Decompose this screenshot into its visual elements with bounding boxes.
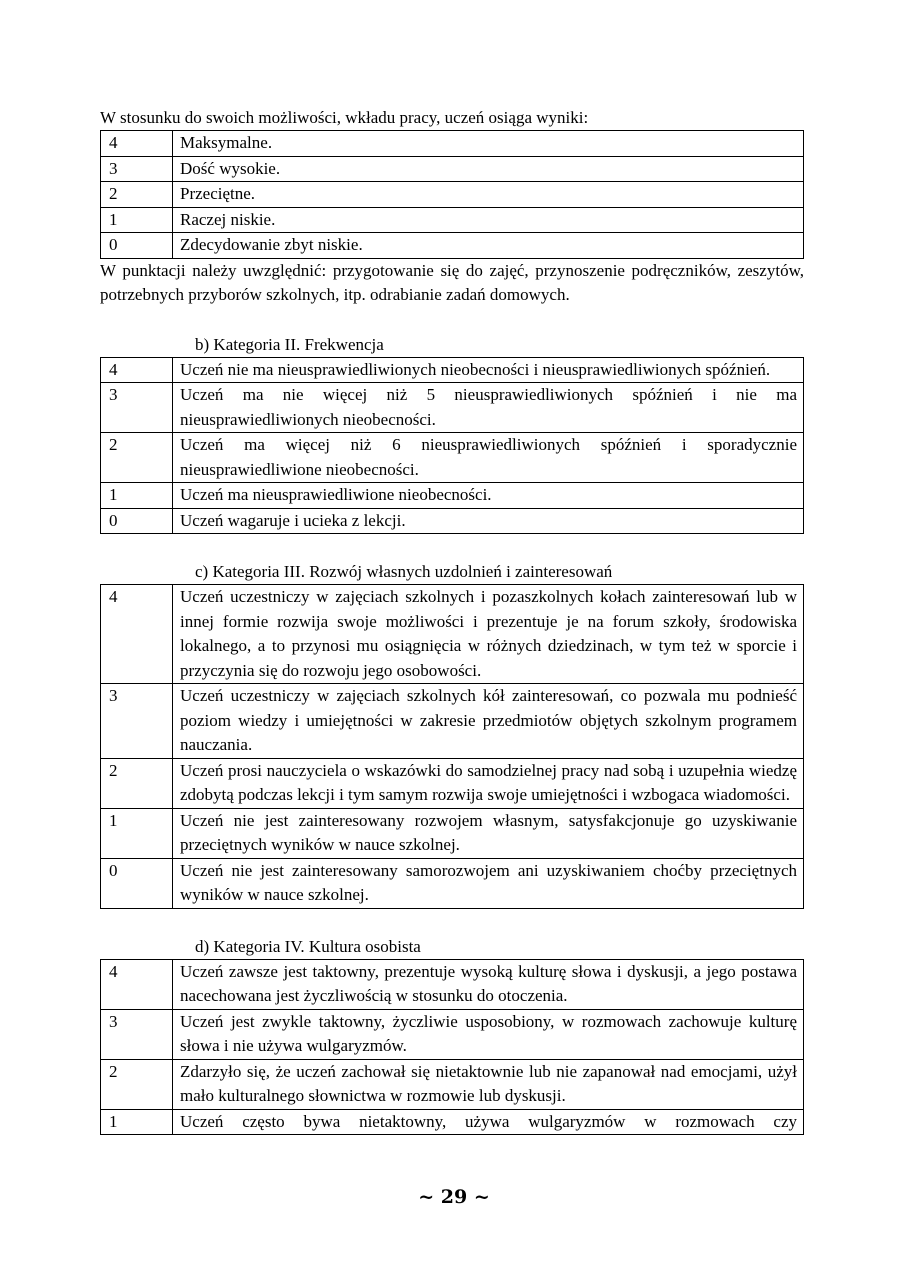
table-row [101, 858, 804, 908]
page-number: ~ 29 ~ [418, 1186, 490, 1208]
description-cell: Uczeń wagaruje i ucieka z lekcji. [173, 508, 804, 534]
description-cell: Uczeń jest zwykle taktowny, życzliwie usposobiony, w rozmowach zachowuje kulturę słowa i nie używa wulgaryzmów. [173, 1009, 804, 1059]
description-cell: Uczeń prosi nauczyciela o wskazówki do samodzielnej pracy nad sobą i uzupełnia wiedzę zdobytą podczas lekcji i tym samym rozwija swoje umiejętności i wzbogaca wiadomości. [173, 758, 804, 808]
score-cell: 4 [101, 131, 173, 157]
table-row [101, 433, 804, 483]
results-table [100, 130, 804, 259]
table-row [101, 508, 804, 534]
table-row [101, 585, 804, 684]
table-row [101, 207, 804, 233]
table-row [101, 1009, 804, 1059]
description-cell: Maksymalne. [173, 131, 804, 157]
description-cell: Dość wysokie. [173, 156, 804, 182]
description-cell: Uczeń ma nie więcej niż 5 nieusprawiedliwionych spóźnień i nie ma nieusprawiedliwionych nieobecności. [173, 383, 804, 433]
score-cell: 4 [101, 959, 173, 1009]
score-cell: 1 [101, 207, 173, 233]
description-cell: Uczeń zawsze jest taktowny, prezentuje wysoką kulturę słowa i dyskusji, a jego postawa nacechowana jest życzliwością w stosunku do otoczenia. [173, 959, 804, 1009]
score-cell: 0 [101, 508, 173, 534]
table-row [101, 357, 804, 383]
score-cell: 1 [101, 808, 173, 858]
score-cell: 3 [101, 1009, 173, 1059]
scoring-note: W punktacji należy uwzględnić: przygotowanie się do zajęć, przynoszenie podręczników, zeszytów, potrzebnych przyborów szkolnych, itp. odrabianie zadań domowych. [100, 260, 804, 304]
description-cell: Uczeń ma nieusprawiedliwione nieobecności. [173, 483, 804, 509]
attendance-table [100, 357, 804, 535]
description-cell: Uczeń uczestniczy w zajęciach szkolnych kół zainteresowań, co pozwala mu podnieść poziom wiedzy i umiejętności w zakresie przedmiotów objętych szkolnym programem nauczania. [173, 684, 804, 759]
table-row [101, 156, 804, 182]
intro-text: W stosunku do swoich możliwości, wkładu pracy, uczeń osiąga wyniki: [100, 108, 589, 127]
score-cell: 4 [101, 585, 173, 684]
score-cell: 0 [101, 233, 173, 259]
description-cell: Uczeń nie jest zainteresowany samorozwojem ani uzyskiwaniem choćby przeciętnych wyników w nauce szkolnej. [173, 858, 804, 908]
culture-table [100, 959, 804, 1136]
table-row [101, 1059, 804, 1109]
score-cell: 2 [101, 758, 173, 808]
description-cell: Uczeń często bywa nietaktowny, używa wulgaryzmów w rozmowach czy [173, 1109, 804, 1135]
section-heading: d) Kategoria IV. Kultura osobista [195, 936, 421, 956]
section-heading: c) Kategoria III. Rozwój własnych uzdolnień i zainteresowań [195, 562, 613, 581]
table-row [101, 182, 804, 208]
score-cell: 1 [101, 1109, 173, 1135]
table-row [101, 131, 804, 157]
table-row [101, 758, 804, 808]
score-cell: 4 [101, 357, 173, 383]
table-row [101, 233, 804, 259]
score-cell: 1 [101, 483, 173, 509]
score-cell: 3 [101, 684, 173, 759]
table-row [101, 383, 804, 433]
section-heading: b) Kategoria II. Frekwencja [195, 334, 384, 354]
score-cell: 0 [101, 858, 173, 908]
score-cell: 2 [101, 433, 173, 483]
description-cell: Zdecydowanie zbyt niskie. [173, 233, 804, 259]
description-cell: Uczeń nie jest zainteresowany rozwojem własnym, satysfakcjonuje go uzyskiwanie przeciętnych wyników w nauce szkolnej. [173, 808, 804, 858]
score-cell: 2 [101, 1059, 173, 1109]
document-page [100, 106, 804, 1135]
description-cell: Uczeń ma więcej niż 6 nieusprawiedliwionych spóźnień i sporadycznie nieusprawiedliwione nieobecności. [173, 433, 804, 483]
table-row [101, 808, 804, 858]
table-row [101, 1109, 804, 1135]
description-cell: Uczeń nie ma nieusprawiedliwionych nieobecności i nieusprawiedliwionych spóźnień. [173, 357, 804, 383]
table-row [101, 684, 804, 759]
score-cell: 3 [101, 383, 173, 433]
description-cell: Raczej niskie. [173, 207, 804, 233]
score-cell: 2 [101, 182, 173, 208]
table-row [101, 483, 804, 509]
description-cell: Przeciętne. [173, 182, 804, 208]
table-row [101, 959, 804, 1009]
description-cell: Uczeń uczestniczy w zajęciach szkolnych i pozaszkolnych kołach zainteresowań lub w innej formie rozwija swoje możliwości i prezentuje je na forum szkoły, środowiska lokalnego, a to przynosi mu osiągnięcia w różnych dziedzinach, w tym też w sporcie i przyczynia się do rozwoju jego osobowości. [173, 585, 804, 684]
score-cell: 3 [101, 156, 173, 182]
description-cell: Zdarzyło się, że uczeń zachował się nietaktownie lub nie zapanował nad emocjami, użył mało kulturalnego słownictwa w rozmowie lub dyskusji. [173, 1059, 804, 1109]
development-table [100, 584, 804, 909]
